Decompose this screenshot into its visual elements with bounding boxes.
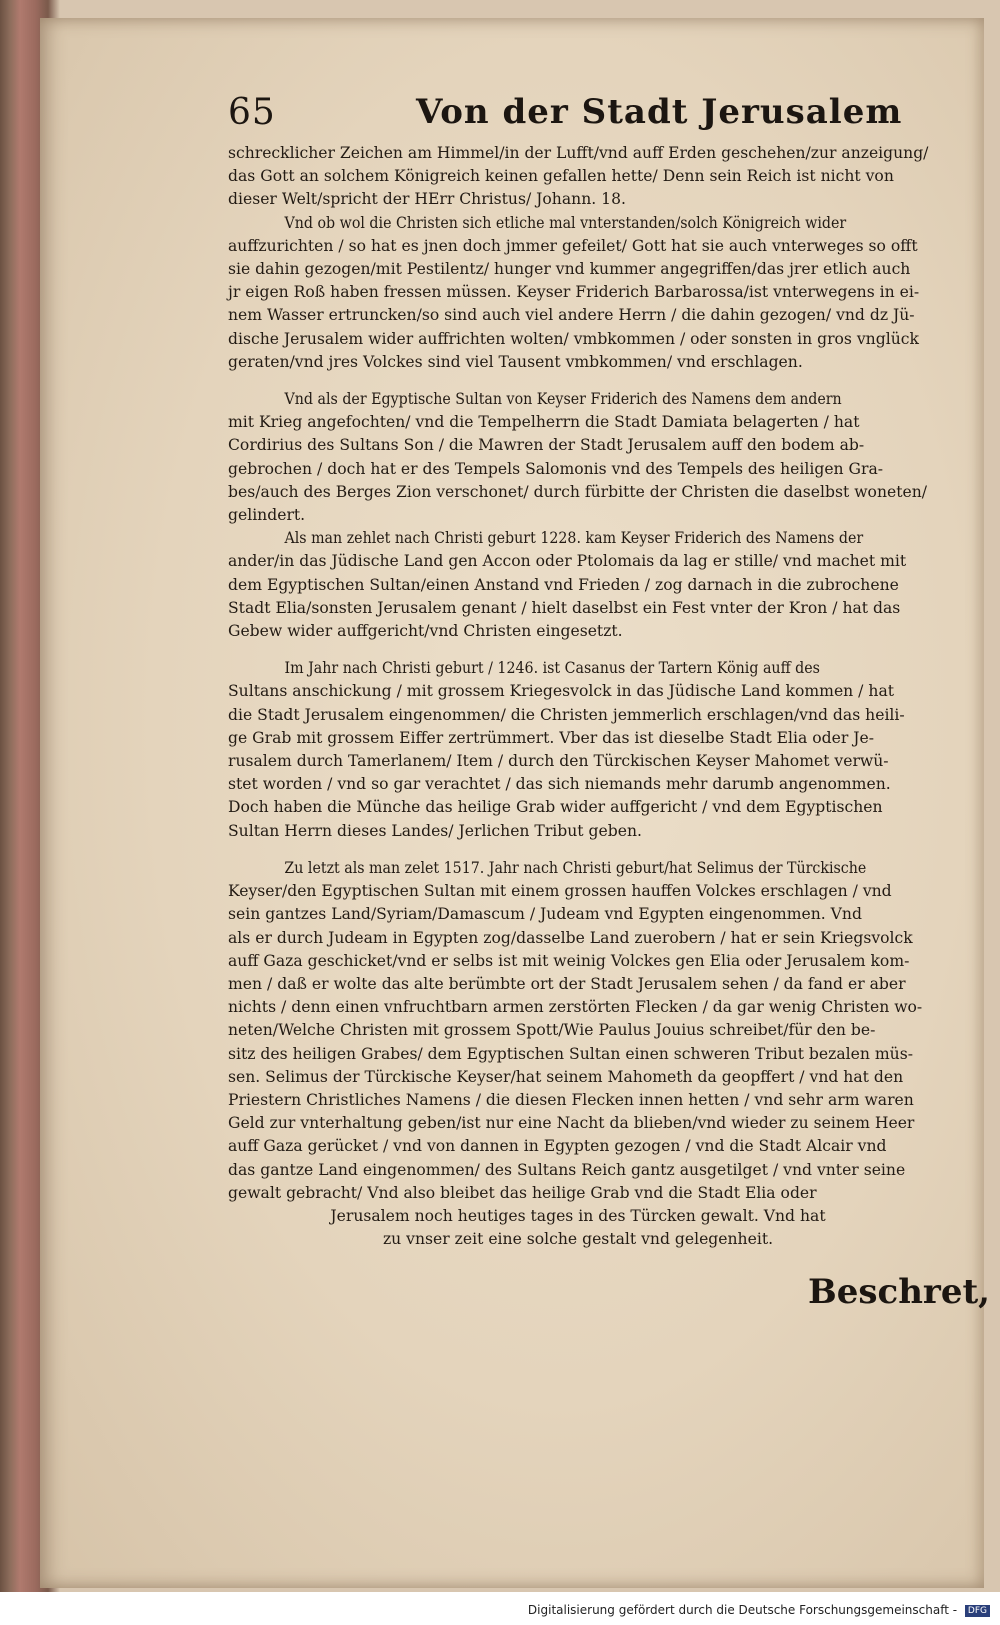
text-line: sitz des heiligen Grabes/ dem Egyptischen Sultan einen schweren Tribut bezalen müs- [228, 1044, 913, 1063]
text-line: die Stadt Jerusalem eingenommen/ die Christen jemmerlich erschlagen/vnd das heili- [228, 705, 905, 724]
text-line: sie dahin gezogen/mit Pestilentz/ hunger vnd kummer angegriffen/das jrer etlich auch [228, 260, 911, 279]
text-line: ge Grab mit grossem Eiffer zertrümmert. Vber das ist dieselbe Stadt Elia oder Je- [228, 728, 875, 747]
body-text [228, 142, 928, 1251]
text-line: Zu letzt als man zelet 1517. Jahr nach Christi geburt/hat Selimus der Türckische [284, 858, 867, 877]
text-line: neten/Welche Christen mit grossem Spott/Wie Paulus Jouius schreibet/für den be- [228, 1021, 876, 1040]
text-line: dische Jerusalem wider auffrichten wolten/ vmbkommen / oder sonsten in gros vnglück [228, 329, 919, 348]
page-header [228, 92, 968, 136]
text-line: sein gantzes Land/Syriam/Damascum / Judeam vnd Egypten eingenommen. Vnd [228, 905, 862, 924]
paragraph [228, 142, 928, 212]
paragraph-gap [228, 843, 928, 857]
text-line: Keyser/den Egyptischen Sultan mit einem grossen hauffen Volckes erschlagen / vnd [228, 882, 892, 901]
text-line: Als man zehlet nach Christi geburt 1228. kam Keyser Friderich des Namens der [284, 529, 864, 548]
text-line: als er durch Judeam in Egypten zog/dasselbe Land zuerobern / hat er sein Kriegsvolck [228, 928, 913, 947]
text-line: Doch haben die Münche das heilige Grab wider auffgericht / vnd dem Egyptischen [228, 798, 883, 817]
text-line: ander/in das Jüdische Land gen Accon oder Ptolomais da lag er stille/ vnd machet mit [228, 552, 907, 571]
paragraph-gap [228, 374, 928, 388]
text-line: das gantze Land eingenommen/ des Sultans Reich gantz ausgetilget / vnd vnter seine [228, 1160, 906, 1179]
text-line: auff Gaza geschicket/vnd er selbs ist mit weinig Volckes gen Elia oder Jerusalem kom- [228, 951, 910, 970]
text-line: dem Egyptischen Sultan/einen Anstand vnd Frieden / zog darnach in die zubrochene [228, 575, 899, 594]
text-line: Im Jahr nach Christi geburt / 1246. ist Casanus der Tartern König auff des [284, 659, 820, 678]
text-line: Stadt Elia/sonsten Jerusalem genant / hielt daselbst ein Fest vnter der Kron / hat das [228, 598, 901, 617]
paragraph [228, 657, 928, 843]
paragraph [228, 527, 928, 643]
paragraph [228, 388, 928, 527]
page-number: 65 [228, 92, 276, 133]
text-line: bes/auch des Berges Zion verschonet/ durch fürbitte der Christen die daselbst woneten/ [228, 482, 928, 501]
text-line: Cordirius des Sultans Son / die Mawren der Stadt Jerusalem auff den bodem ab- [228, 436, 865, 455]
paragraph-gap [228, 643, 928, 657]
funding-note: Digitalisierung gefördert durch die Deutsche Forschungsgemeinschaft - [527, 1603, 958, 1617]
text-line: gebrochen / doch hat er des Tempels Salomonis vnd des Tempels des heiligen Gra- [228, 459, 884, 478]
text-line: nem Wasser ertruncken/so sind auch viel andere Herrn / die dahin gezogen/ vnd dz Jü- [228, 306, 915, 325]
text-line: auffzurichten / so hat es jnen doch jmmer gefeilet/ Gott hat sie auch vnterweges so offt [228, 236, 918, 255]
text-line: sen. Selimus der Türckische Keyser/hat seinem Mahometh da geopffert / vnd hat den [228, 1067, 904, 1086]
text-line: geraten/vnd jres Volckes sind viel Tausent vmbkommen/ vnd erschlagen. [228, 352, 803, 371]
text-line: men / daß er wolte das alte berümbte ort der Stadt Jerusalem sehen / da fand er aber [228, 974, 906, 993]
text-line: Sultan Herrn dieses Landes/ Jerlichen Tribut geben. [228, 821, 642, 840]
text-line-centered: Jerusalem noch heutiges tages in des Türcken gewalt. Vnd hat [330, 1206, 826, 1225]
catchword: Beschret, [808, 1272, 991, 1312]
text-line: Gebew wider auffgericht/vnd Christen eingesetzt. [228, 622, 623, 641]
text-line: nichts / denn einen vnfruchtbarn armen zerstörten Flecken / da gar wenig Christen wo- [228, 998, 923, 1017]
text-line: mit Krieg angefochten/ vnd die Tempelherrn die Stadt Damiata belagerten / hat [228, 413, 860, 432]
text-line: schrecklicher Zeichen am Himmel/in der Lufft/vnd auff Erden geschehen/zur anzeigung/ [228, 144, 929, 162]
text-line: Sultans anschickung / mit grossem Kriegesvolck in das Jüdische Land kommen / hat [228, 682, 895, 701]
text-line: gelindert. [228, 506, 306, 525]
text-line: Geld zur vnterhaltung geben/ist nur eine Nacht da blieben/vnd wieder zu seinem Heer [228, 1114, 915, 1133]
text-line: stet worden / vnd so gar verachtet / das sich niemands mehr darumb angenommen. [228, 775, 891, 794]
text-line: dieser Welt/spricht der HErr Christus/ Johann. 18. [228, 190, 626, 209]
text-line: Vnd als der Egyptische Sultan von Keyser Friderich des Namens dem andern [284, 390, 842, 409]
paragraph [228, 857, 928, 1251]
text-line-centered: zu vnser zeit eine solche gestalt vnd gelegenheit. [382, 1230, 774, 1249]
text-line: rusalem durch Tamerlanem/ Item / durch den Türckischen Keyser Mahomet verwü- [228, 752, 889, 771]
text-line: auff Gaza gerücket / vnd von dannen in Egypten gezogen / vnd die Stadt Alcair vnd [228, 1137, 887, 1156]
footer-note [528, 1603, 990, 1617]
text-line: Vnd ob wol die Christen sich etliche mal vnterstanden/solch Königreich wider [284, 213, 847, 232]
paragraph [228, 212, 928, 374]
text-line: Priestern Christliches Namens / die diesen Flecken innen hetten / vnd sehr arm waren [228, 1090, 914, 1109]
text-line: das Gott an solchem Königreich keinen gefallen hette/ Denn sein Reich ist nicht von [228, 167, 894, 186]
text-line: gewalt gebracht/ Vnd also bleibet das heilige Grab vnd die Stadt Elia oder [228, 1183, 817, 1202]
running-head: Von der Stadt Jerusalem [416, 92, 903, 132]
dfg-logo: DFG [965, 1605, 990, 1617]
text-line: jr eigen Roß haben fressen müssen. Keyser Friderich Barbarossa/ist vnterwegens in ei- [228, 283, 920, 302]
